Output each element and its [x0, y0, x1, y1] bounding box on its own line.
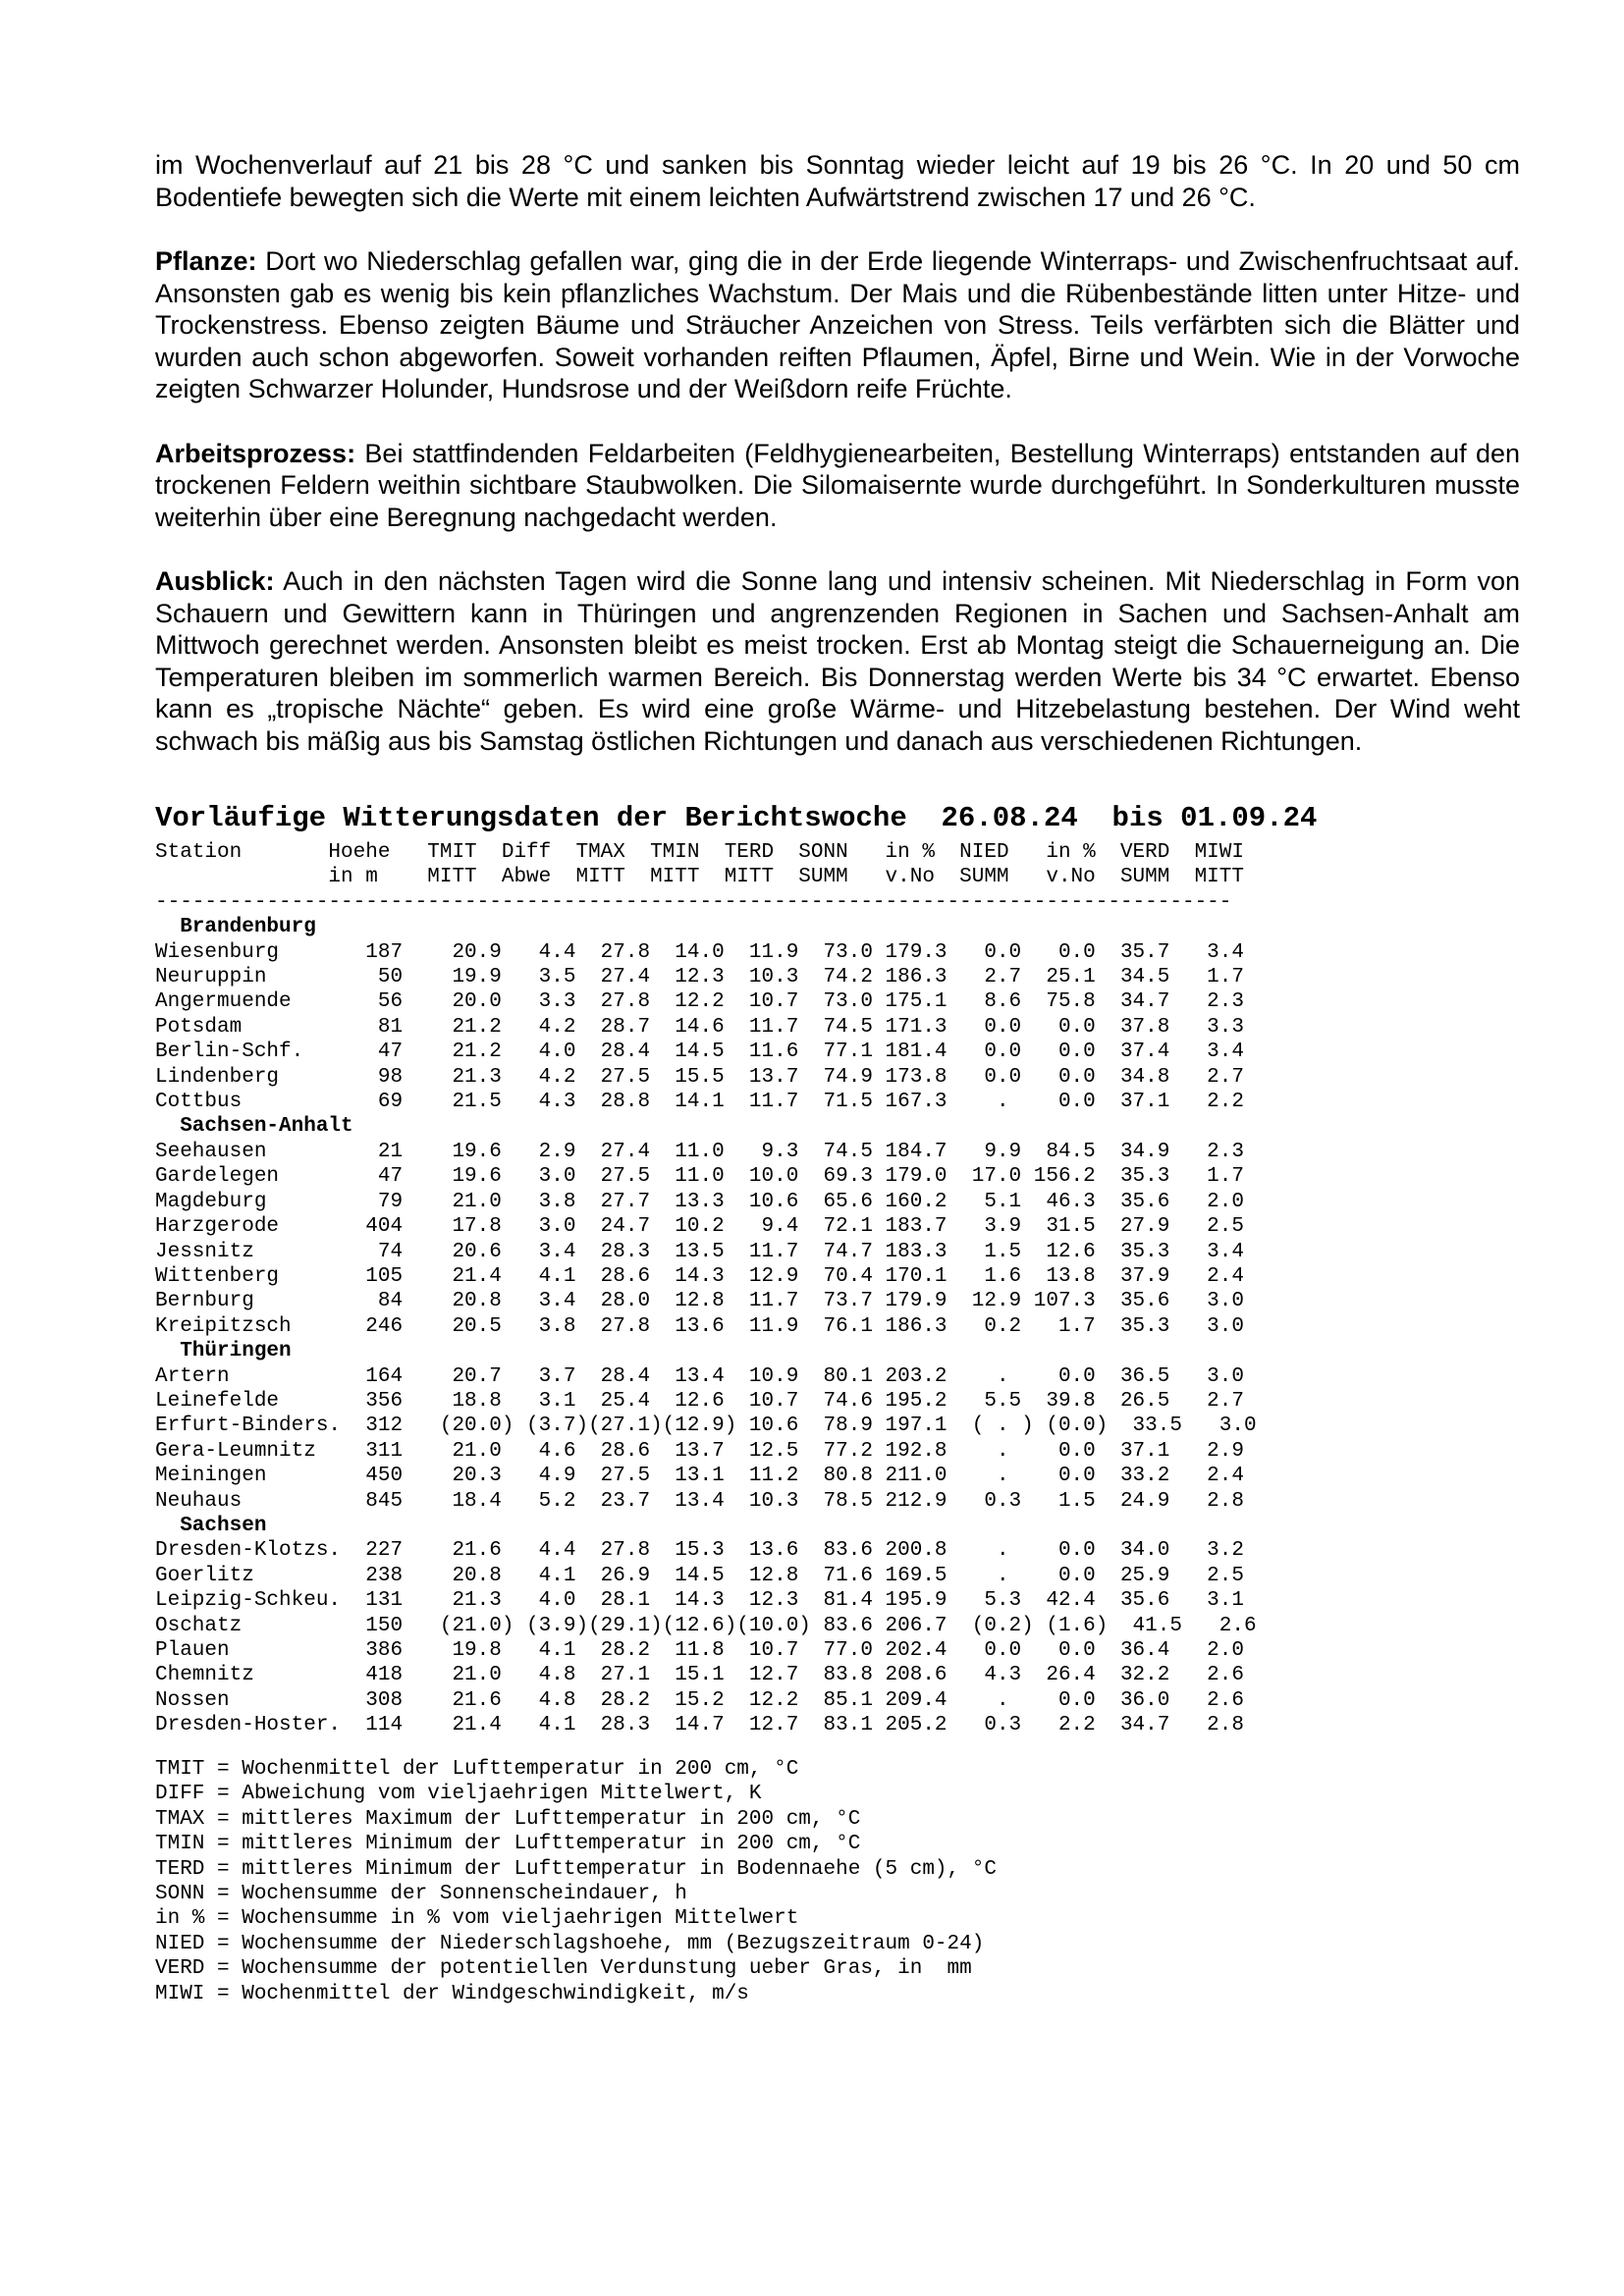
table-row: Magdeburg 79 21.0 3.8 27.7 13.3 10.6 65.6 160.2 5.1 46.3 35.6 2.0 [155, 1190, 1244, 1213]
table-row: Neuhaus 845 18.4 5.2 23.7 13.4 10.3 78.5 212.9 0.3 1.5 24.9 2.8 [155, 1489, 1244, 1513]
section-label-outlook: Ausblick: [155, 566, 275, 596]
legend-item: VERD = Wochensumme der potentiellen Verdunstung ueber Gras, in mm [155, 1957, 972, 1981]
table-title: Vorläufige Witterungsdaten der Berichtswoche 26.08.24 bis 01.09.24 [155, 802, 1318, 834]
paragraph-text: Auch in den nächsten Tagen wird die Sonne lang und intensiv scheinen. Mit Niederschlag in Form von Schauern und Gewittern kann in Thüringen und angrenzenden Regionen in Sachen und Sachsen-Anhalt am Mittwoch gerechnet werden. Ansonsten bleibt es meist trocken. Erst ab Montag steigt die Schauerneigung an. Die Temperaturen bleiben im sommerlich warmen Bereich. Bis Donnerstag werden Werte bis 34 °C erwartet. Ebenso kann es „tropische Nächte“ geben. Es wird eine große Wärme- und Hitzebelastung bestehen. Der Wind weht schwach bis mäßig aus bis Samstag östlichen Richtungen und danach aus verschiedenen Richtungen. [155, 566, 1520, 756]
table-row: Chemnitz 418 21.0 4.8 27.1 15.1 12.7 83.8 208.6 4.3 26.4 32.2 2.6 [155, 1664, 1244, 1687]
legend-item: DIFF = Abweichung vom vieljaehrigen Mittelwert, K [155, 1783, 762, 1806]
section-label-work: Arbeitsprozess: [155, 438, 356, 468]
table-row: Angermuende 56 20.0 3.3 27.8 12.2 10.7 73.0 175.1 8.6 75.8 34.7 2.3 [155, 990, 1244, 1014]
region-heading: Sachsen [155, 1514, 267, 1537]
table-row: Plauen 386 19.8 4.1 28.2 11.8 10.7 77.0 202.4 0.0 0.0 36.4 2.0 [155, 1639, 1244, 1662]
table-row: Lindenberg 98 21.3 4.2 27.5 15.5 13.7 74.9 173.8 0.0 0.0 34.8 2.7 [155, 1065, 1244, 1089]
paragraph-text: im Wochenverlauf auf 21 bis 28 °C und sanken bis Sonntag wieder leicht auf 19 bis 26 °C. In 20 und 50 cm Bodentiefe bewegten sich die Werte mit einem leichten Aufwärtstrend zwischen 17 und 26 °C. [155, 150, 1520, 212]
paragraph-plant [155, 245, 1520, 405]
paragraph-work [155, 438, 1520, 534]
legend-item: TERD = mittleres Minimum der Lufttemperatur in Bodennaehe (5 cm), °C [155, 1857, 997, 1881]
legend-item: TMIT = Wochenmittel der Lufttemperatur in 200 cm, °C [155, 1758, 799, 1781]
table-row: Kreipitzsch 246 20.5 3.8 27.8 13.6 11.9 76.1 186.3 0.2 1.7 35.3 3.0 [155, 1314, 1244, 1338]
table-row: Leipzig-Schkeu. 131 21.3 4.0 28.1 14.3 12.3 81.4 195.9 5.3 42.4 35.6 3.1 [155, 1589, 1244, 1613]
legend-item: MIWI = Wochenmittel der Windgeschwindigkeit, m/s [155, 1982, 749, 2005]
weather-data-table [155, 840, 1257, 1738]
legend-item: NIED = Wochensumme der Niederschlagshoehe, mm (Bezugszeitraum 0-24) [155, 1932, 985, 1955]
table-row: Seehausen 21 19.6 2.9 27.4 11.0 9.3 74.5 184.7 9.9 84.5 34.9 2.3 [155, 1140, 1244, 1163]
table-row: Goerlitz 238 20.8 4.1 26.9 14.5 12.8 71.6 169.5 . 0.0 25.9 2.5 [155, 1564, 1244, 1587]
table-row: Oschatz 150 (21.0) (3.9)(29.1)(12.6)(10.0) 83.6 206.7 (0.2) (1.6) 41.5 2.6 [155, 1614, 1257, 1637]
table-row: Berlin-Schf. 47 21.2 4.0 28.4 14.5 11.6 77.1 181.4 0.0 0.0 37.4 3.4 [155, 1041, 1244, 1064]
region-heading: Brandenburg [155, 916, 316, 939]
table-row: Meiningen 450 20.3 4.9 27.5 13.1 11.2 80.8 211.0 . 0.0 33.2 2.4 [155, 1465, 1244, 1488]
section-label-plant: Pflanze: [155, 246, 257, 276]
region-heading: Sachsen-Anhalt [155, 1115, 353, 1139]
table-header-row: Station Hoehe TMIT Diff TMAX TMIN TERD SONN in % NIED in % VERD MIWI [155, 841, 1244, 864]
table-row: Jessnitz 74 20.6 3.4 28.3 13.5 11.7 74.7 183.3 1.5 12.6 35.3 3.4 [155, 1240, 1244, 1263]
legend-item: SONN = Wochensumme der Sonnenscheindauer, h [155, 1883, 687, 1906]
table-row: Erfurt-Binders. 312 (20.0) (3.7)(27.1)(12.9) 10.6 78.9 197.1 ( . ) (0.0) 33.5 3.0 [155, 1415, 1257, 1438]
table-row: Wiesenburg 187 20.9 4.4 27.8 14.0 11.9 73.0 179.3 0.0 0.0 35.7 3.4 [155, 940, 1244, 964]
table-row: Dresden-Klotzs. 227 21.6 4.4 27.8 15.3 13.6 83.6 200.8 . 0.0 34.0 3.2 [155, 1539, 1244, 1563]
table-row: Bernburg 84 20.8 3.4 28.0 12.8 11.7 73.7 179.9 12.9 107.3 35.6 3.0 [155, 1290, 1244, 1313]
table-row: Potsdam 81 21.2 4.2 28.7 14.6 11.7 74.5 171.3 0.0 0.0 37.8 3.3 [155, 1015, 1244, 1039]
legend-item: in % = Wochensumme in % vom vieljaehrigen Mittelwert [155, 1907, 799, 1931]
table-separator: --------------------------------------------------------------------------------------- [155, 890, 1232, 914]
report-text [155, 149, 1520, 789]
table-legend [155, 1757, 997, 2006]
paragraph-text: Dort wo Niederschlag gefallen war, ging die in der Erde liegende Winterraps- und Zwischenfruchtsaat auf. Ansonsten gab es wenig bis kein pflanzliches Wachstum. Der Mais und die Rübenbestände litten unter Hitze- und Trockenstress. Ebenso zeigten Bäume und Sträucher Anzeichen von Stress. Teils verfärbten sich die Blätter und wurden auch schon abgeworfen. Soweit vorhanden reiften Pflaumen, Äpfel, Birne und Wein. Wie in der Vorwoche zeigten Schwarzer Holunder, Hundsrose und der Weißdorn reife Früchte. [155, 246, 1520, 403]
table-row: Wittenberg 105 21.4 4.1 28.6 14.3 12.9 70.4 170.1 1.6 13.8 37.9 2.4 [155, 1264, 1244, 1288]
table-row: Nossen 308 21.6 4.8 28.2 15.2 12.2 85.1 209.4 . 0.0 36.0 2.6 [155, 1688, 1244, 1712]
region-heading: Thüringen [155, 1340, 292, 1363]
table-unit-row: in m MITT Abwe MITT MITT MITT SUMM v.No SUMM v.No SUMM MITT [155, 866, 1244, 889]
table-row: Gera-Leumnitz 311 21.0 4.6 28.6 13.7 12.5 77.2 192.8 . 0.0 37.1 2.9 [155, 1439, 1244, 1463]
table-row: Harzgerode 404 17.8 3.0 24.7 10.2 9.4 72.1 183.7 3.9 31.5 27.9 2.5 [155, 1215, 1244, 1239]
paragraph-outlook [155, 565, 1520, 757]
table-row: Leinefelde 356 18.8 3.1 25.4 12.6 10.7 74.6 195.2 5.5 39.8 26.5 2.7 [155, 1389, 1244, 1413]
table-row: Neuruppin 50 19.9 3.5 27.4 12.3 10.3 74.2 186.3 2.7 25.1 34.5 1.7 [155, 966, 1244, 989]
paragraph-text: Bei stattfindenden Feldarbeiten (Feldhygienearbeiten, Bestellung Winterraps) entstanden auf den trockenen Feldern weithin sichtbare Staubwolken. Die Silomaisernte wurde durchgeführt. In Sonderkulturen musste weiterhin über eine Beregnung nachgedacht werden. [155, 438, 1520, 532]
legend-item: TMAX = mittleres Maximum der Lufttemperatur in 200 cm, °C [155, 1807, 861, 1831]
table-row: Cottbus 69 21.5 4.3 28.8 14.1 11.7 71.5 167.3 . 0.0 37.1 2.2 [155, 1091, 1244, 1114]
table-row: Gardelegen 47 19.6 3.0 27.5 11.0 10.0 69.3 179.0 17.0 156.2 35.3 1.7 [155, 1165, 1244, 1189]
paragraph-temperature [155, 149, 1520, 213]
legend-item: TMIN = mittleres Minimum der Lufttemperatur in 200 cm, °C [155, 1833, 861, 1856]
table-row: Artern 164 20.7 3.7 28.4 13.4 10.9 80.1 203.2 . 0.0 36.5 3.0 [155, 1364, 1244, 1388]
table-row: Dresden-Hoster. 114 21.4 4.1 28.3 14.7 12.7 83.1 205.2 0.3 2.2 34.7 2.8 [155, 1714, 1244, 1737]
